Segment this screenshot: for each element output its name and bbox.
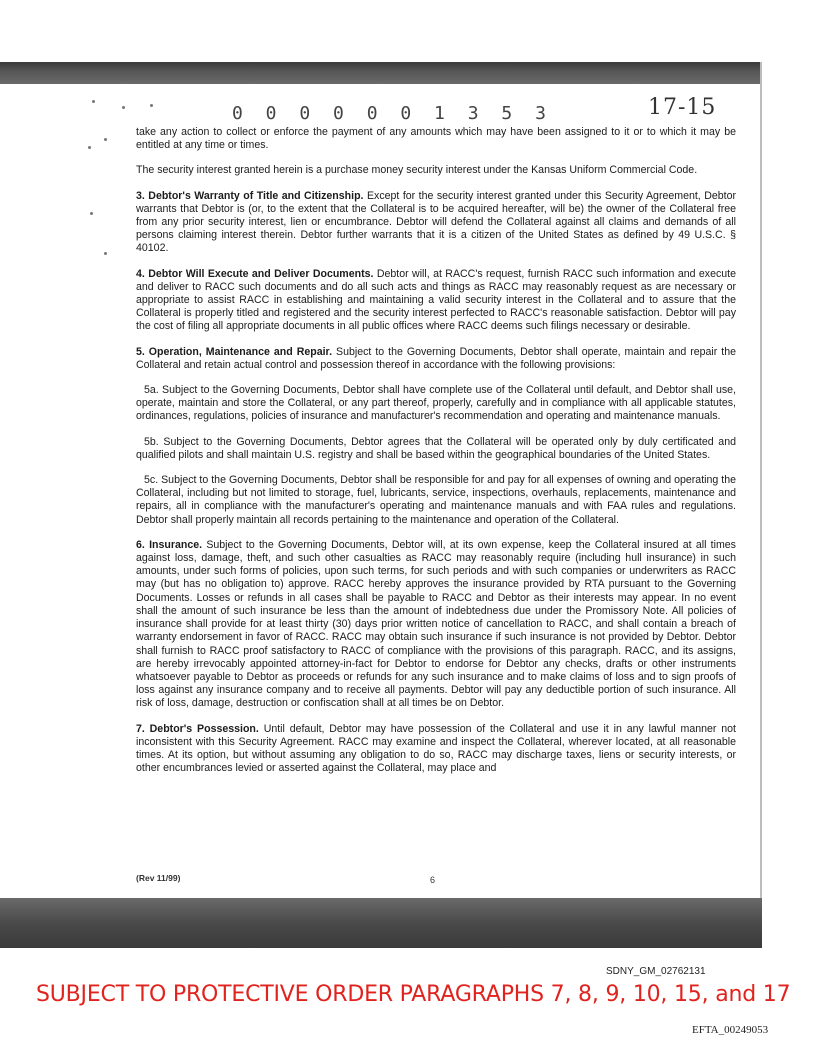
- scan-speck: [104, 252, 107, 255]
- section-5b: 5b. Subject to the Governing Documents, Debtor agrees that the Collateral will be operated only by duly certificated and qualified pilots and shall maintain U.S. registry and shall be based within the geographical boundaries of the United States.: [136, 435, 736, 461]
- scan-speck: [90, 212, 93, 215]
- section-5-heading: 5. Operation, Maintenance and Repair.: [136, 345, 333, 358]
- page-number: 6: [430, 875, 436, 885]
- section-5: [136, 346, 736, 372]
- stamp-number: 0 0 0 0 0 0 1 3 5 3: [232, 103, 552, 124]
- section-3: [136, 190, 736, 256]
- section-3-body: Except for the security interest granted under this Security Agreement, Debtor warrants that Debtor is (or, to the extent that the Collateral is to be acquired hereafter, will be) the owner of the Collateral free from any prior security interest, lien or encumbrance. Debtor will defend the Collateral against all claims and demands of all persons claiming interest therein. Debtor further warrants that it is a citizen of the United States as defined by 49 U.S.C. § 40102.: [136, 189, 737, 255]
- handwritten-number: 17-15: [648, 95, 717, 120]
- efta-number: EFTA_00249053: [692, 1024, 769, 1036]
- section-7: [136, 723, 736, 776]
- section-7-heading: 7. Debtor's Possession.: [136, 722, 259, 735]
- scan-top-shadow: [0, 62, 762, 84]
- section-5-body: Subject to the Governing Documents, Debtor shall operate, maintain and repair the Collateral and retain actual control and possession thereof in accordance with the following provisions:: [136, 345, 736, 371]
- scan-speck: [88, 146, 91, 149]
- scan-speck: [150, 104, 153, 107]
- scan-speck: [92, 100, 95, 103]
- section-5c: 5c. Subject to the Governing Documents, Debtor shall be responsible for and pay for all expenses of owning and operating the Collateral, including but not limited to storage, fuel, lubricants, service, inspections, overhauls, replacements, maintenance and repairs, all in compliance with the manufacturer's operating and maintenance manuals and with FAA rules and regulations. Debtor shall properly maintain all records pertaining to the maintenance and operation of the Collateral.: [136, 474, 736, 526]
- bates-number: SDNY_GM_02762131: [606, 966, 706, 977]
- section-4-body: Debtor will, at RACC's request, furnish RACC such information and execute and deliver to RACC such documents and do all such acts and things as RACC may reasonably request as are necessary or appropriate to assist RACC in establishing and maintaining a valid security interest in the Collateral and to assure that the Collateral is properly titled and registered and the security interest perfected to RACC's reasonable satisfaction. Debtor will pay the cost of filing all appropriate documents in all public offices where RACC deems such filings necessary or desirable.: [136, 267, 736, 333]
- protective-order-banner: SUBJECT TO PROTECTIVE ORDER PARAGRAPHS 7, 8, 9, 10, 15, and 17: [36, 982, 791, 1007]
- section-5a: 5a. Subject to the Governing Documents, Debtor shall have complete use of the Collateral until default, and Debtor shall use, operate, maintain and store the Collateral, or any part thereof, properly, carefully and in compliance with all applicable statutes, ordinances, regulations, policies of insurance and manufacturer's recommendation and operating and maintenance manuals.: [136, 384, 736, 423]
- section-3-heading: 3. Debtor's Warranty of Title and Citizenship.: [136, 189, 364, 202]
- section-4: [136, 268, 736, 334]
- document-body: [136, 126, 736, 787]
- section-4-heading: 4. Debtor Will Execute and Deliver Documents.: [136, 267, 374, 280]
- intro-paragraph: take any action to collect or enforce the payment of any amounts which may have been assigned to it or to which it may be entitled at any time or times.: [136, 126, 736, 152]
- section-6-body: Subject to the Governing Documents, Debtor will, at its own expense, keep the Collateral insured at all times against loss, damage, theft, and such other casualties as RACC may reasonably require (including hull insurance) in such amounts, under such forms of policies, upon such terms, for such periods and with such companies or underwriters as RACC may (but has no obligation to) approve. RACC hereby approves the insurance provided by RTA pursuant to the Governing Documents. Losses or refunds in all cases shall be payable to RACC and Debtor as their interests may appear. In no event shall the amount of such insurance be less than the amount of indebtedness due under the Promissory Note. All policies of insurance shall provide for at least thirty (30) days prior written notice of cancellation to RACC, and shall contain a breach of warranty endorsement in favor of RACC. RACC may obtain such insurance if such insurance is not provided by Debtor. Debtor shall furnish to RACC proof satisfactory to RACC of compliance with the provisions of this paragraph. RACC, and its assigns, are hereby irrevocably appointed attorney-in-fact for Debtor to endorse for Debtor any checks, drafts or other instruments whatsoever payable to Debtor as proceeds or refunds for any such insurance and to make claims of loss and to sign proofs of loss against any insurance company and to receive all payments. Debtor will pay any deductible portion of such insurance. All risk of loss, damage, destruction or confiscation shall at all times be on Debtor.: [136, 538, 736, 710]
- security-interest-paragraph: The security interest granted herein is a purchase money security interest under the Kansas Uniform Commercial Code.: [136, 164, 698, 177]
- section-7-body: Until default, Debtor may have possession of the Collateral and use it in any lawful manner not inconsistent with this Security Agreement. RACC may examine and inspect the Collateral, wherever located, at all reasonable times. At its option, but without assuming any obligation to do so, RACC may discharge taxes, liens or security interests, or other encumbrances levied or asserted against the Collateral, may place and: [136, 722, 736, 775]
- scan-speck: [104, 138, 107, 141]
- revision-label: (Rev 11/99): [136, 873, 181, 883]
- section-6: [136, 539, 736, 711]
- scan-right-edge: [760, 62, 762, 948]
- scan-bottom-shadow: [0, 898, 762, 948]
- section-6-heading: 6. Insurance.: [136, 538, 203, 551]
- scan-speck: [122, 106, 125, 109]
